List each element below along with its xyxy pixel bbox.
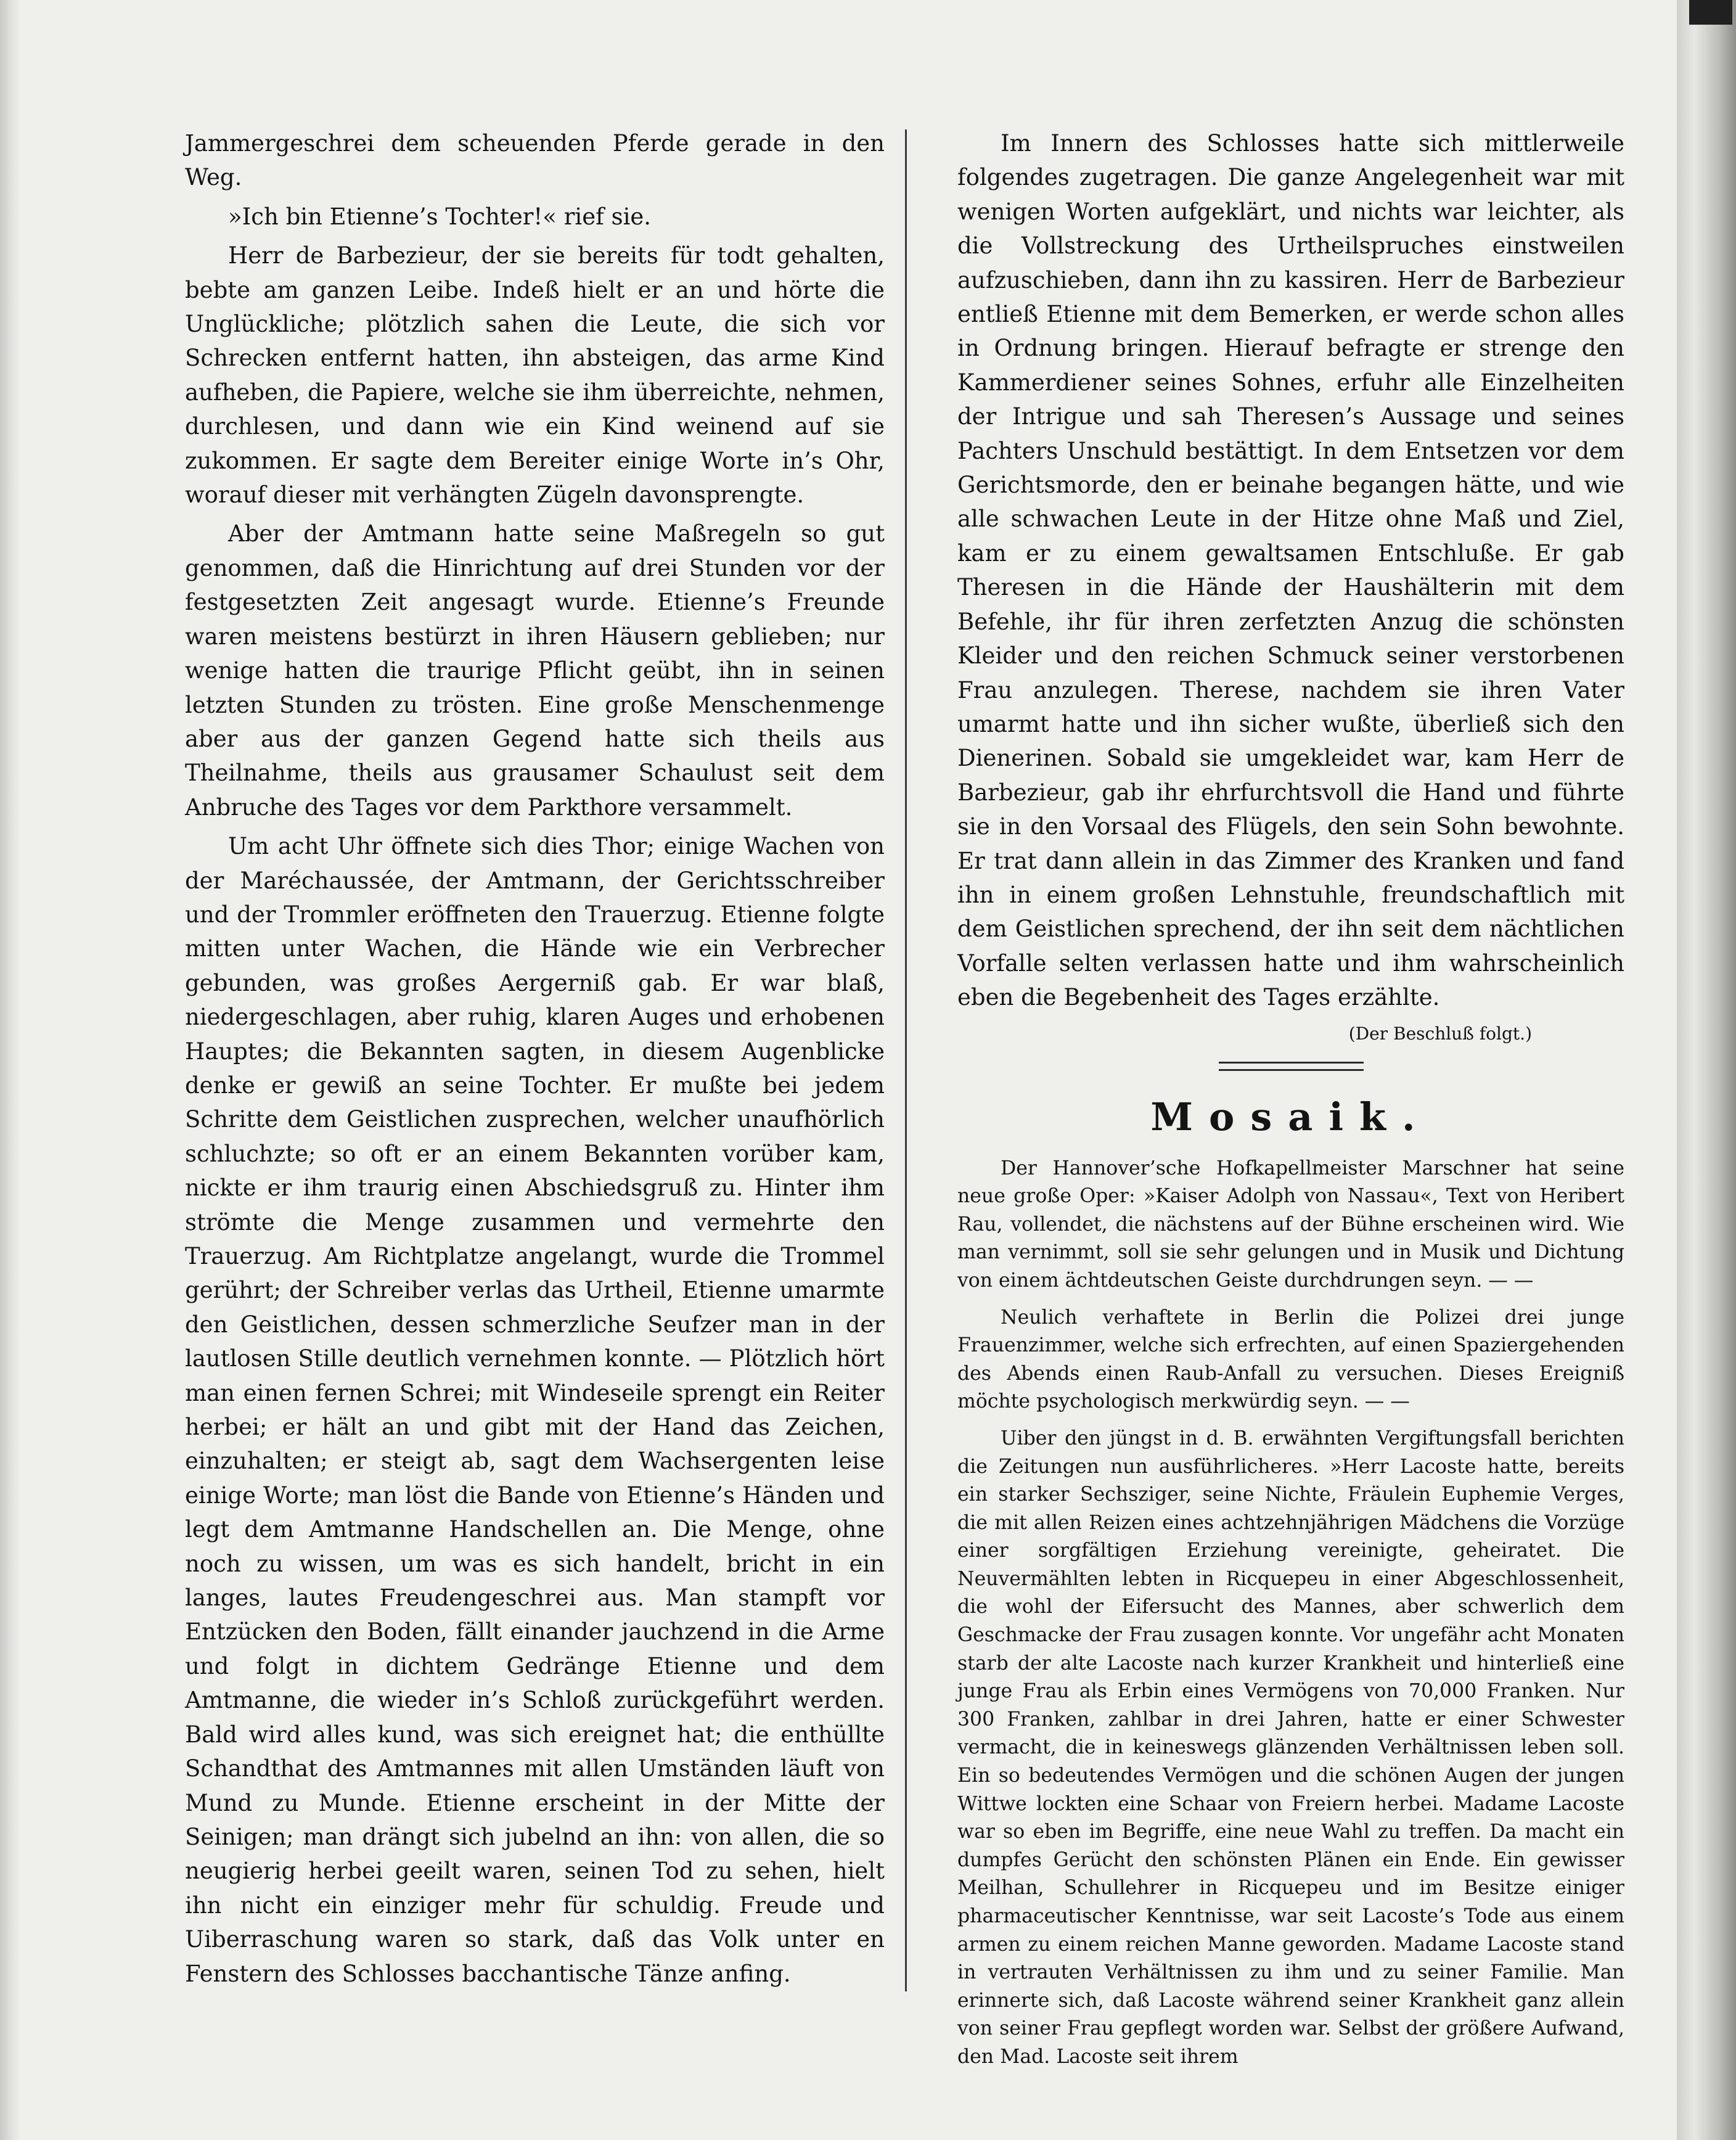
mosaik-paragraph-1: Der Hannover’sche Hofkapellmeister Marschner hat seine neue große Oper: »Kaiser Adolph von Nassau«, Text von Heribert Rau, vollendet, die nächstens auf der Bühne erscheinen wird. Wie man vernimmt, soll sie sehr gelungen und in Musik und Dichtung von einem ächtdeutschen Geiste durchdrungen seyn. — — — [957, 1157, 1624, 1292]
section-rule — [1219, 1062, 1364, 1071]
left-paragraph-4: Aber der Amtmann hatte seine Maßregeln so gut genommen, daß die Hinrichtung auf drei Stunden vor der festgesetzten Zeit angesagt wurde. Etienne’s Freunde waren meistens bestürzt in ihren Häusern geblieben; nur wenige hatten die traurige Pflicht geübt, ihn in seinen letzten Stunden zu trösten. Eine große Menschenmenge aber aus der ganzen Gegend hatte sich theils aus Theilnahme, theils aus grausamer Schaulust seit dem Anbruche des Tages vor dem Parkthore versammelt. — [185, 520, 885, 821]
right-paragraph-1: Im Innern des Schlosses hatte sich mittlerweile folgendes zugetragen. Die ganze Angelegenheit war mit wenigen Worten aufgeklärt, und nichts war leichter, als die Vollstreckung des Urtheilspruches einstweilen aufzuschieben, dann ihn zu kassiren. Herr de Barbezieur entließ Etienne mit dem Bemerken, er werde schon alles in Ordnung bringen. Hierauf befragte er strenge den Kammerdiener seines Sohnes, erfuhr alle Einzelheiten der Intrigue und sah Theresen’s Aussage und seines Pachters Unschuld bestättigt. In dem Entsetzen vor dem Gerichtsmorde, den er beinahe begangen hätte, und wie alle schwachen Leute in der Hitze ohne Maß und Ziel, kam er zu einem gewaltsamen Entschluße. Er gab Theresen in die Hände der Haushälterin mit dem Befehle, ihr für ihren zerfetzten Anzug die schönsten Kleider und den reichen Schmuck seiner verstorbenen Frau anzulegen. Therese, nachdem sie ihren Vater umarmt hatte und ihn sicher wußte, überließ sich den Dienerinen. Sobald sie umgekleidet war, kam Herr de Barbezieur, gab ihr ehrfurchtsvoll die Hand und führte sie in den Vorsaal des Flügels, den sein Sohn bewohnte. Er trat dann allein in das Zimmer des Kranken und fand ihn in einem großen Lehnstuhle, freundschaftlich mit dem Geistlichen sprechend, der ihn seit dem nächtlichen Vorfalle selten verlassen hatte und ihm wahrscheinlich eben die Begebenheit des Tages erzählte. — [957, 130, 1624, 1011]
left-paragraph-1: Jammergeschrei dem scheuenden Pferde gerade in den Weg. — [185, 130, 885, 191]
page-binding-shadow — [0, 0, 21, 2140]
mosaik-paragraph-3: Uiber den jüngst in d. B. erwähnten Vergiftungsfall berichten die Zeitungen nun ausführlicheres. »Herr Lacoste hatte, bereits ein starker Sechsziger, seine Nichte, Fräulein Euphemie Verges, die mit allen Reizen eines achtzehnjährigen Mädchens die Vorzüge einer sorgfältigen Erziehung vereinigte, geheiratet. Die Neuvermählten lebten in Ricquepeu in einer Abgeschlossenheit, die wohl der Eifersucht des Mannes, aber schwerlich dem Geschmacke der Frau zusagen konnte. Vor ungefähr acht Monaten starb der alte Lacoste nach kurzer Krankheit und hinterließ eine junge Frau als Erbin eines Vermögens von 70,000 Franken. Nur 300 Franken, zahlbar in drei Jahren, hatte er einer Schwester vermacht, die in keineswegs glänzenden Verhältnissen leben soll. Ein so bedeutendes Vermögen und die schönen Augen der jungen Wittwe lockten eine Schaar von Freiern herbei. Madame Lacoste war so eben im Begriffe, eine neue Wahl zu treffen. Da macht ein dumpfes Gerücht den schönsten Plänen ein Ende. Ein gewisser Meilhan, Schullehrer in Ricquepeu und im Besitze einiger pharmaceutischer Kenntnisse, war seit Lacoste’s Tode aus einem armen zu einem reichen Manne geworden. Madame Lacoste stand in vertrauten Verhältnissen zu ihm und zu seiner Familie. Man erinnerte sich, daß Lacoste während seiner Krankheit ganz allein von seiner Frau gepflegt worden war. Selbst der größere Aufwand, den Mad. Lacoste seit ihrem — [957, 1427, 1624, 2068]
mosaik-paragraph-2: Neulich verhaftete in Berlin die Polizei drei junge Frauenzimmer, welche sich erfrechten, auf einen Spaziergehenden des Abends einen Raub-Anfall zu versuchen. Dieses Ereigniß möchte psychologisch merkwürdig seyn. — — — [957, 1306, 1624, 1413]
left-paragraph-3: Herr de Barbezieur, der sie bereits für todt gehalten, bebte am ganzen Leibe. Indeß hielt er an und hörte die Unglückliche; plötzlich sahen die Leute, die sich vor Schrecken entfernt hatten, ihn absteigen, das arme Kind aufheben, die Papiere, welche sie ihm überreichte, nehmen, durchlesen, und dann wie ein Kind weinend auf sie zukommen. Er sagte dem Bereiter einige Worte in’s Ohr, worauf dieser mit verhängten Zügeln davonsprengte. — [185, 242, 885, 509]
page-edge — [1677, 0, 1736, 2140]
section-title: Mosaik. — [1150, 1094, 1431, 1139]
right-column — [957, 126, 1624, 2072]
left-paragraph-2: »Ich bin Etienne’s Tochter!« rief sie. — [228, 203, 652, 230]
mosaik-section — [957, 1155, 1624, 2072]
left-paragraph-5: Um acht Uhr öffnete sich dies Thor; einige Wachen von der Maréchaussée, der Amtmann, der Gerichtsschreiber und der Trommler eröffneten den Trauerzug. Etienne folgte mitten unter Wachen, die Hände wie ein Verbrecher gebunden, was großes Aergerniß gab. Er war blaß, niedergeschlagen, aber ruhig, klaren Auges und erhobenen Hauptes; die Bekannten sagten, in diesem Augenblicke denke er gewiß an seine Tochter. Er mußte bei jedem Schritte dem Geistlichen zusprechen, welcher unaufhörlich schluchzte; so oft er an einem Bekannten vorüber kam, nickte er ihm traurig einen Abschiedsgruß zu. Hinter ihm strömte die Menge zusammen und vermehrte den Trauerzug. Am Richtplatze angelangt, wurde die Trommel gerührt; der Schreiber verlas das Urtheil, Etienne umarmte den Geistlichen, dessen schmerzliche Seufzer man in der lautlosen Stille deutlich vernehmen konnte. — Plötzlich hört man einen fernen Schrei; mit Windeseile sprengt ein Reiter herbei; er hält an und gibt mit der Hand das Zeichen, einzuhalten; er steigt ab, sagt dem Wachsergenten leise einige Worte; man löst die Bande von Etienne’s Händen und legt dem Amtmanne Handschellen an. Die Menge, ohne noch zu wissen, um was es sich handelt, bricht in ein langes, lautes Freudengeschrei aus. Man stampft vor Entzücken den Boden, fällt einander jauchzend in die Arme und folgt in dichtem Gedränge Etienne und dem Amtmanne, die wieder in’s Schloß zurückgeführt werden. Bald wird alles kund, was sich ereignet hat; die enthüllte Schandthat des Amtmannes mit allen Umständen läuft von Mund zu Munde. Etienne erscheint in der Mitte der Seinigen; man drängt sich jubelnd an ihn: von allen, die so neugierig herbei geeilt waren, seinen Tod zu sehen, hielt ihn nicht ein einziger mehr für schuldig. Freude und Uiberraschung waren so stark, daß das Volk unter en Fenstern des Schlosses bacchantische Tänze anfing. — [185, 833, 885, 1987]
edge-tab — [1689, 0, 1732, 25]
left-column — [185, 126, 885, 1991]
column-divider — [905, 129, 907, 1991]
continuation-note: (Der Beschluß folgt.) — [1348, 1023, 1532, 1044]
